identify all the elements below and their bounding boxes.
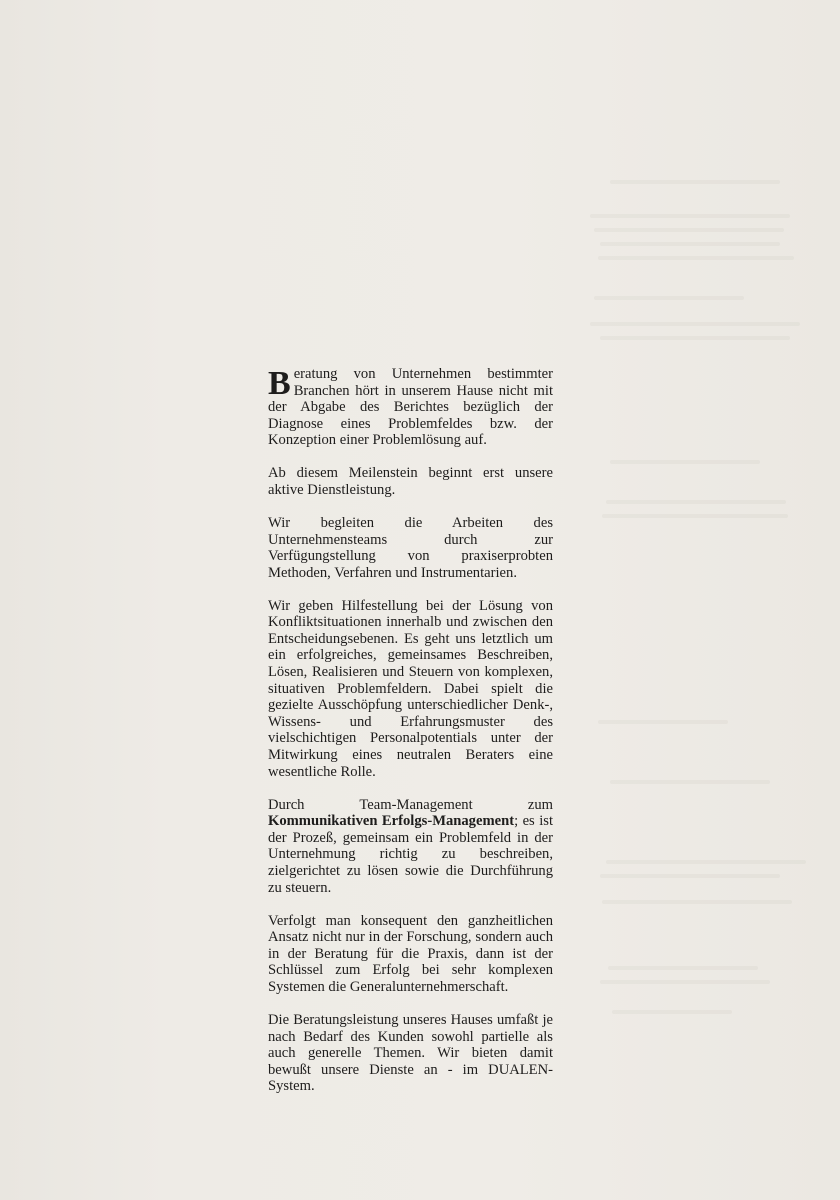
paragraph-conflict: [268, 598, 553, 781]
paragraph-text: Wir geben Hilfestellung bei der Lösung von Konfliktsituationen innerhalb und zwischen den Entscheidungsebenen. Es geht uns letztlich um ein erfolgreiches, gemeinsames Beschreiben, Lösen, Realisieren und Steuern von komplexen, situativen Problemfeldern. Dabei spielt die gezielte Ausschöpfung unterschiedlicher Denk-, Wissens- und Erfahrungsmuster des vielschichtigen Personalpotentials unter der Mitwirkung eines neutralen Beraters eine wesentliche Rolle.: [268, 597, 553, 780]
paragraph-text: Die Beratungsleistung unseres Hauses umfaßt je nach Bedarf des Kunden sowohl partielle als auch generelle Themen. Wir bieten damit bewußt unsere Dienste an - im DUALEN-System.: [268, 1011, 553, 1095]
paragraph-team-management: [268, 797, 553, 897]
paragraph-dual-system: [268, 1012, 553, 1095]
paragraph-milestone: [268, 465, 553, 498]
drop-cap: B: [268, 365, 291, 402]
paragraph-support: [268, 515, 553, 581]
paragraph-text: eratung von Unternehmen bestimmter Branchen hört in unserem Hause nicht mit der Abgabe des Berichtes bezüglich der Diagnose eines Problemfeldes bzw. der Konzeption einer Problemlösung auf.: [268, 366, 553, 449]
emphasis-text: Kommunikativen Erfolgs-Management: [268, 813, 515, 830]
paragraph-text: Wir begleiten die Arbeiten des Unternehmensteams durch zur Verfügungstellung von praxiserprobten Methoden, Verfahren und Instrumentarien.: [268, 514, 553, 581]
body-text-column: [268, 366, 553, 1111]
paragraph-text: Ab diesem Meilenstein beginnt erst unsere aktive Dienstleistung.: [268, 465, 553, 498]
paragraph-text: Durch Team-Management zum: [268, 796, 553, 813]
paragraph-intro: [268, 366, 553, 449]
paragraph-text: ; es ist der Prozeß, gemeinsam ein Problemfeld in der Unternehmung richtig zu beschreiben, zielgerichtet zu lösen sowie die Durchführung zu steuern.: [268, 813, 553, 896]
show-through-text: [550, 0, 840, 1200]
paragraph-text: Verfolgt man konsequent den ganzheitlichen Ansatz nicht nur in der Forschung, sondern auch in der Beratung für die Praxis, dann ist der Schlüssel zum Erfolg bei sehr komplexen Systemen die Generalunternehmerschaft.: [268, 912, 553, 995]
paragraph-holistic: [268, 913, 553, 996]
